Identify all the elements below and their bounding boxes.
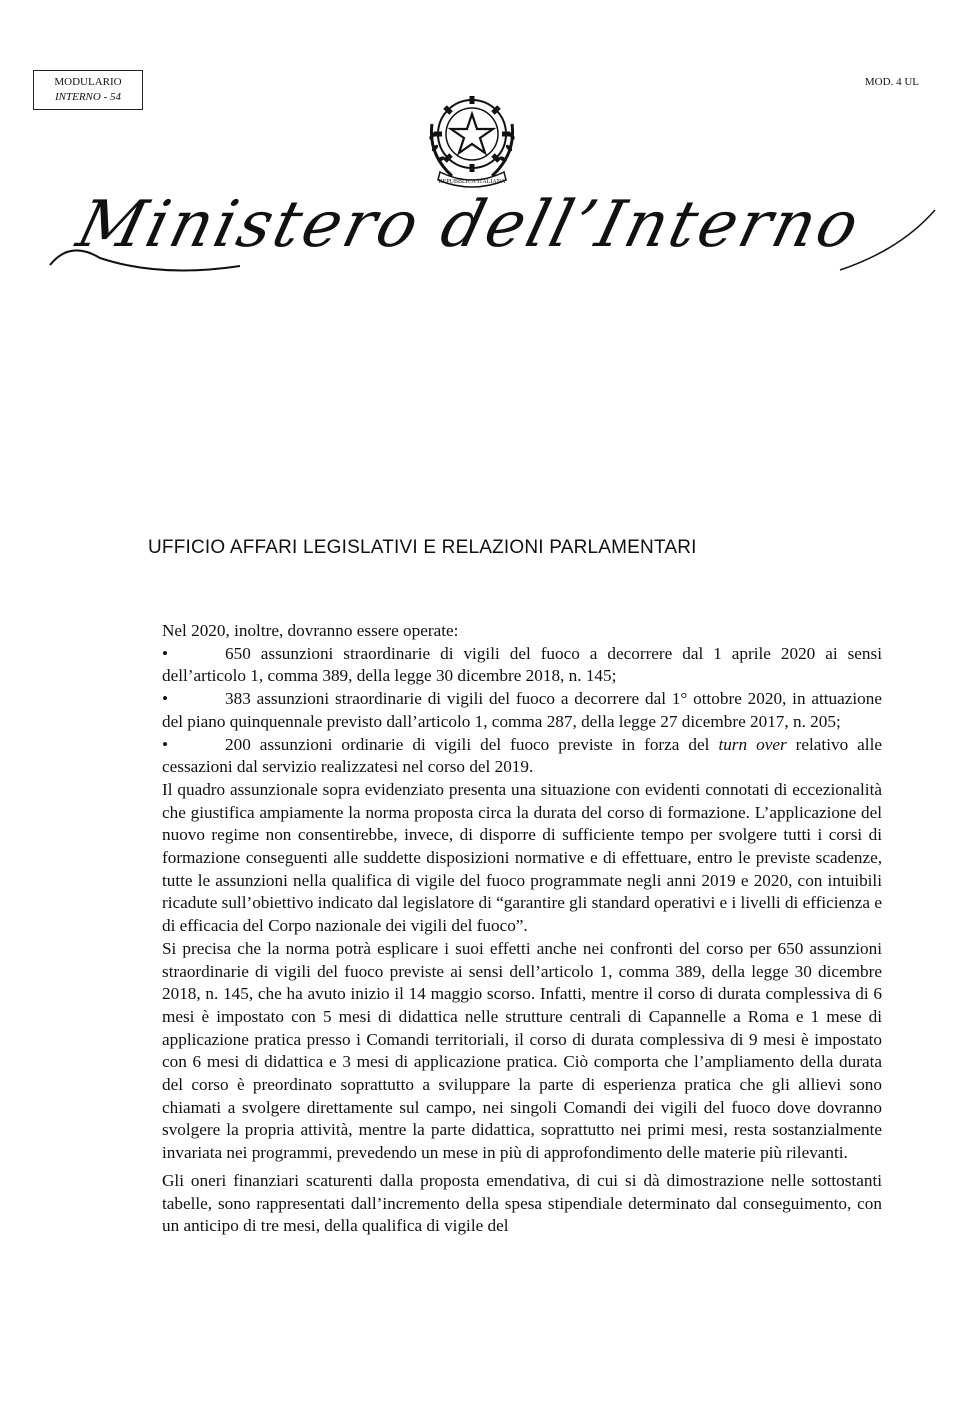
form-box-line1: MODULARIO [54, 76, 122, 88]
list-item [162, 643, 882, 688]
list-item-italic: turn over [718, 734, 787, 754]
form-box-line2: INTERNO - 54 [55, 91, 121, 103]
bullet-icon: • [162, 643, 169, 663]
bullet-icon: • [162, 734, 169, 754]
paragraph: Il quadro assunzionale sopra evidenziato presenta una situazione con evidenti connotati di eccezionalità che giustifica ampiamente la norma proposta circa la durata del corso di formazione. L’applicazione del nuovo regime non consentirebbe, invece, di disporre di sufficiente tempo per svolgere tutti i corsi di formazione conseguenti alle suddette disposizioni normative e di effettuare, entro le previste scadenze, tutte le assunzioni nella qualifica di vigile del fuoco programmate negli anni 2019 e 2020, con intuibili ricadute sull’obiettivo indicato dal legislatore di “garantire gli standard operativi e i livelli di efficienza e di efficacia del Corpo nazionale dei vigili del fuoco”. [162, 779, 882, 936]
intro-line: Nel 2020, inoltre, dovranno essere operate: [162, 621, 459, 640]
list-item-text: 200 assunzioni ordinarie di vigili del fuoco previste in forza del [225, 734, 719, 754]
bullet-icon: • [162, 689, 169, 709]
office-title: UFFICIO AFFARI LEGISLATIVI E RELAZIONI PARLAMENTARI [148, 537, 697, 558]
list-item-text: 650 assunzioni straordinarie di vigili del fuoco a decorrere dal 1 aprile 2020 ai sensi dell’articolo 1, comma 389, della legge 30 dicembre 2018, n. 145; [162, 643, 882, 686]
paragraph: Gli oneri finanziari scaturenti dalla proposta emendativa, di cui si dà dimostrazione nelle sottostanti tabelle, sono rappresentati dall’incremento della spesa stipendiale determinato dal conseguimento, con un anticipo di tre mesi, della qualifica di vigile del [162, 1170, 882, 1236]
ministry-name-text: Ministero dell’Interno [70, 188, 869, 262]
ministry-underline-swash [40, 170, 940, 290]
paragraph: Si precisa che la norma potrà esplicare i suoi effetti anche nei confronti del corso per 650 assunzioni straordinarie di vigili del fuoco previste ai sensi dell’articolo 1, comma 389, della legge 30 dicembre 2018, n. 145, che ha avuto inizio il 14 maggio scorso. Infatti, mentre il corso di durata complessiva di 6 mesi è impostato con 5 mesi di didattica nelle strutture centrali di Capannelle a Roma e 1 mese di applicazione pratica presso i Comandi territoriali, il corso di durata complessiva di 9 mesi è impostato con 6 mesi di didattica e 3 mesi di applicazione pratica. Ciò comporta che l’ampliamento della durata del corso è preordinato soprattutto a sviluppare la parte di esperienza pratica che gli allievi sono chiamati a svolgere direttamente sul campo, nei singoli Comandi dei vigili del fuoco dove dovranno svolgere la propria attività, mentre la parte didattica, soprattutto nei primi mesi, resta sostanzialmente invariata nei programmi, prevedendo un mese in più di approfondimento delle materie più rilevanti. [162, 938, 882, 1163]
list-item [162, 688, 882, 733]
emblem-ribbon-text: REPUBBLICA ITALIANA [438, 179, 506, 185]
document-body [162, 620, 882, 1238]
list-item [162, 734, 882, 779]
form-code-box [33, 70, 143, 110]
list-item-text: relativo alle cessazioni dal servizio realizzatesi nel corso del 2019. [162, 734, 882, 777]
form-code: MOD. 4 UL [864, 76, 919, 88]
list-item-text: 383 assunzioni straordinarie di vigili del fuoco a decorrere dal 1° ottobre 2020, in attuazione del piano quinquennale previsto dall’articolo 1, comma 287, della legge 27 dicembre 2017, n. 205; [162, 689, 882, 731]
